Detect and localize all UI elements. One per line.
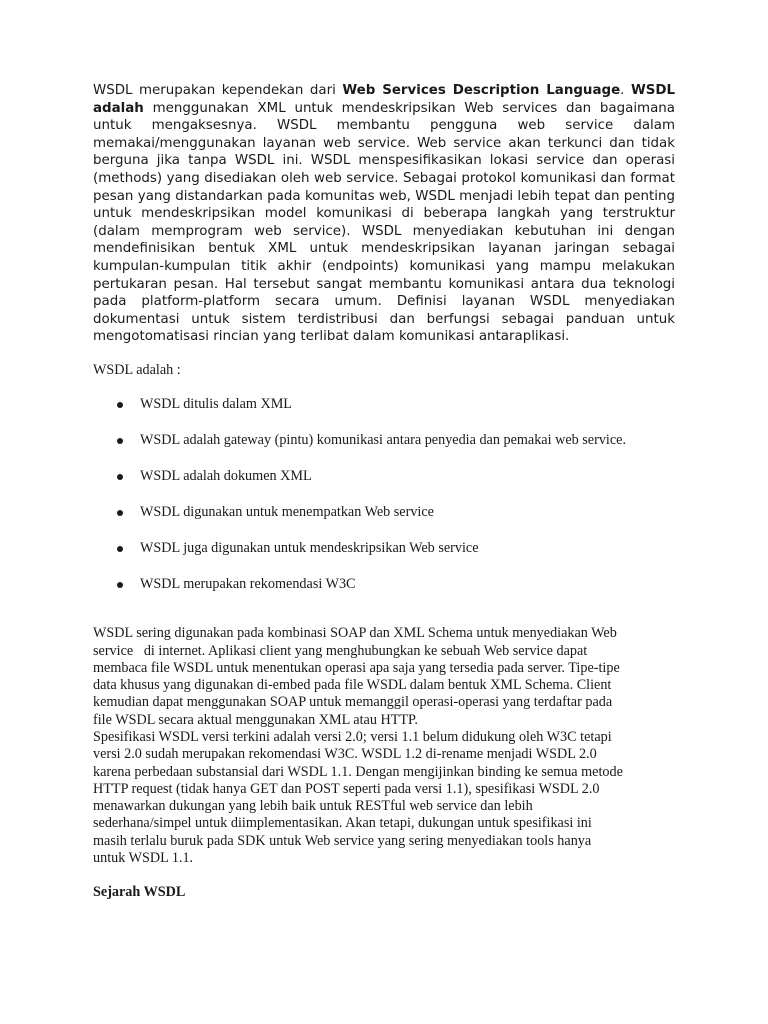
paragraph-line: data khusus yang digunakan di-embed pada file WSDL dalam bentuk XML Schema. Client bbox=[93, 677, 612, 694]
list-item-text: WSDL adalah gateway (pintu) komunikasi antara penyedia dan pemakai web service. bbox=[140, 432, 626, 449]
intro-text-body: menggunakan XML untuk mendeskripsikan Web services dan bagaimana untuk mengaksesnya. WSDL membantu pengguna web service dalam memakai/menggunakan layanan web service. Web service akan terkunci dan tidak berguna jika tanpa WSDL ini. WSDL menspesifikasikan lokasi service dan operasi (methods) yang disediakan oleh web service. Sebagai protokol komunikasi dan format pesan yang distandarkan pada komunitas web, WSDL menjadi lebih tepat dan penting untuk mendeskripsikan model komunikasi di beberapa langkah yang terstruktur (dalam memprogram web service). WSDL menyediakan kebutuhan ini dengan mendefinisikan bentuk XML untuk mendeskripsikan layanan jaringan sebagai kumpulan-kumpulan titik akhir (endpoints) komunikasi yang mampu melakukan pertukaran pesan. Hal tersebut sangat membantu komunikasi antara dua teknologi pada platform-platform secara umum. Definisi layanan WSDL menyediakan dokumentasi untuk sistem terdistribusi dan berfungsi sebagai panduan untuk mengotomatisasi rincian yang terlibat dalam komunikasi antaraplikasi. bbox=[93, 100, 675, 345]
bullet-list bbox=[93, 396, 675, 595]
document-page bbox=[93, 82, 675, 902]
paragraph-line: karena perbedaan substansial dari WSDL 1.1. Dengan mengijinkan binding ke semua metode bbox=[93, 763, 623, 780]
paragraph-line: untuk WSDL 1.1. bbox=[93, 850, 194, 867]
paragraph-line: membaca file WSDL untuk menentukan operasi apa saja yang tersedia pada server. Tipe-tipe bbox=[93, 659, 620, 676]
list-item bbox=[93, 576, 675, 595]
bullet-icon bbox=[117, 438, 123, 444]
list-item-text: WSDL ditulis dalam XML bbox=[140, 396, 292, 413]
section-heading: Sejarah WSDL bbox=[93, 884, 186, 901]
paragraph-line: sederhana/simpel untuk diimplementasikan. Akan tetapi, dukungan untuk spesifikasi ini bbox=[93, 815, 592, 832]
term-wsdl-adalah: WSDL adalah bbox=[93, 83, 675, 116]
term-web-services-description-language: Web Services Description Language bbox=[342, 83, 621, 98]
paragraph-line: menawarkan dukungan yang lebih baik untuk RESTful web service dan lebih bbox=[93, 798, 533, 815]
bullet-icon bbox=[117, 582, 123, 588]
paragraph-line: versi 2.0 sudah merupakan rekomendasi W3C. WSDL 1.2 di-rename menjadi WSDL 2.0 bbox=[93, 746, 597, 763]
paragraph-soap-and-spec bbox=[93, 625, 675, 867]
list-item-text: WSDL merupakan rekomendasi W3C bbox=[140, 576, 356, 593]
bullet-icon bbox=[117, 510, 123, 516]
paragraph-line: service di internet. Aplikasi client yang menghubungkan ke sebuah Web service dapat bbox=[93, 642, 588, 659]
paragraph-line: WSDL sering digunakan pada kombinasi SOAP dan XML Schema untuk menyediakan Web bbox=[93, 625, 617, 642]
list-item bbox=[93, 540, 675, 559]
list-item bbox=[93, 396, 675, 415]
list-item-text: WSDL adalah dokumen XML bbox=[140, 468, 312, 485]
intro-text-period: . bbox=[620, 83, 631, 98]
list-item bbox=[93, 468, 675, 487]
paragraph-line: HTTP request (tidak hanya GET dan POST seperti pada versi 1.1), spesifikasi WSDL 2.0 bbox=[93, 780, 600, 797]
list-label: WSDL adalah : bbox=[93, 361, 181, 378]
bullet-icon bbox=[117, 546, 123, 552]
paragraph-line: kemudian dapat menggunakan SOAP untuk memanggil operasi-operasi yang terdaftar pada bbox=[93, 694, 613, 711]
paragraph-line: masih terlalu buruk pada SDK untuk Web service yang sering menyediakan tools hanya bbox=[93, 832, 592, 849]
list-item bbox=[93, 432, 675, 451]
list-item-text: WSDL juga digunakan untuk mendeskripsikan Web service bbox=[140, 540, 479, 557]
paragraph-line: file WSDL secara aktual menggunakan XML atau HTTP. bbox=[93, 711, 418, 728]
list-item bbox=[93, 504, 675, 523]
list-item-text: WSDL digunakan untuk menempatkan Web service bbox=[140, 504, 434, 521]
paragraph-line: Spesifikasi WSDL versi terkini adalah versi 2.0; versi 1.1 belum didukung oleh W3C tetapi bbox=[93, 728, 612, 745]
intro-text-pre: WSDL merupakan kependekan dari bbox=[93, 83, 343, 98]
intro-paragraph bbox=[93, 82, 675, 346]
bullet-icon bbox=[117, 402, 123, 408]
bullet-icon bbox=[117, 474, 123, 480]
